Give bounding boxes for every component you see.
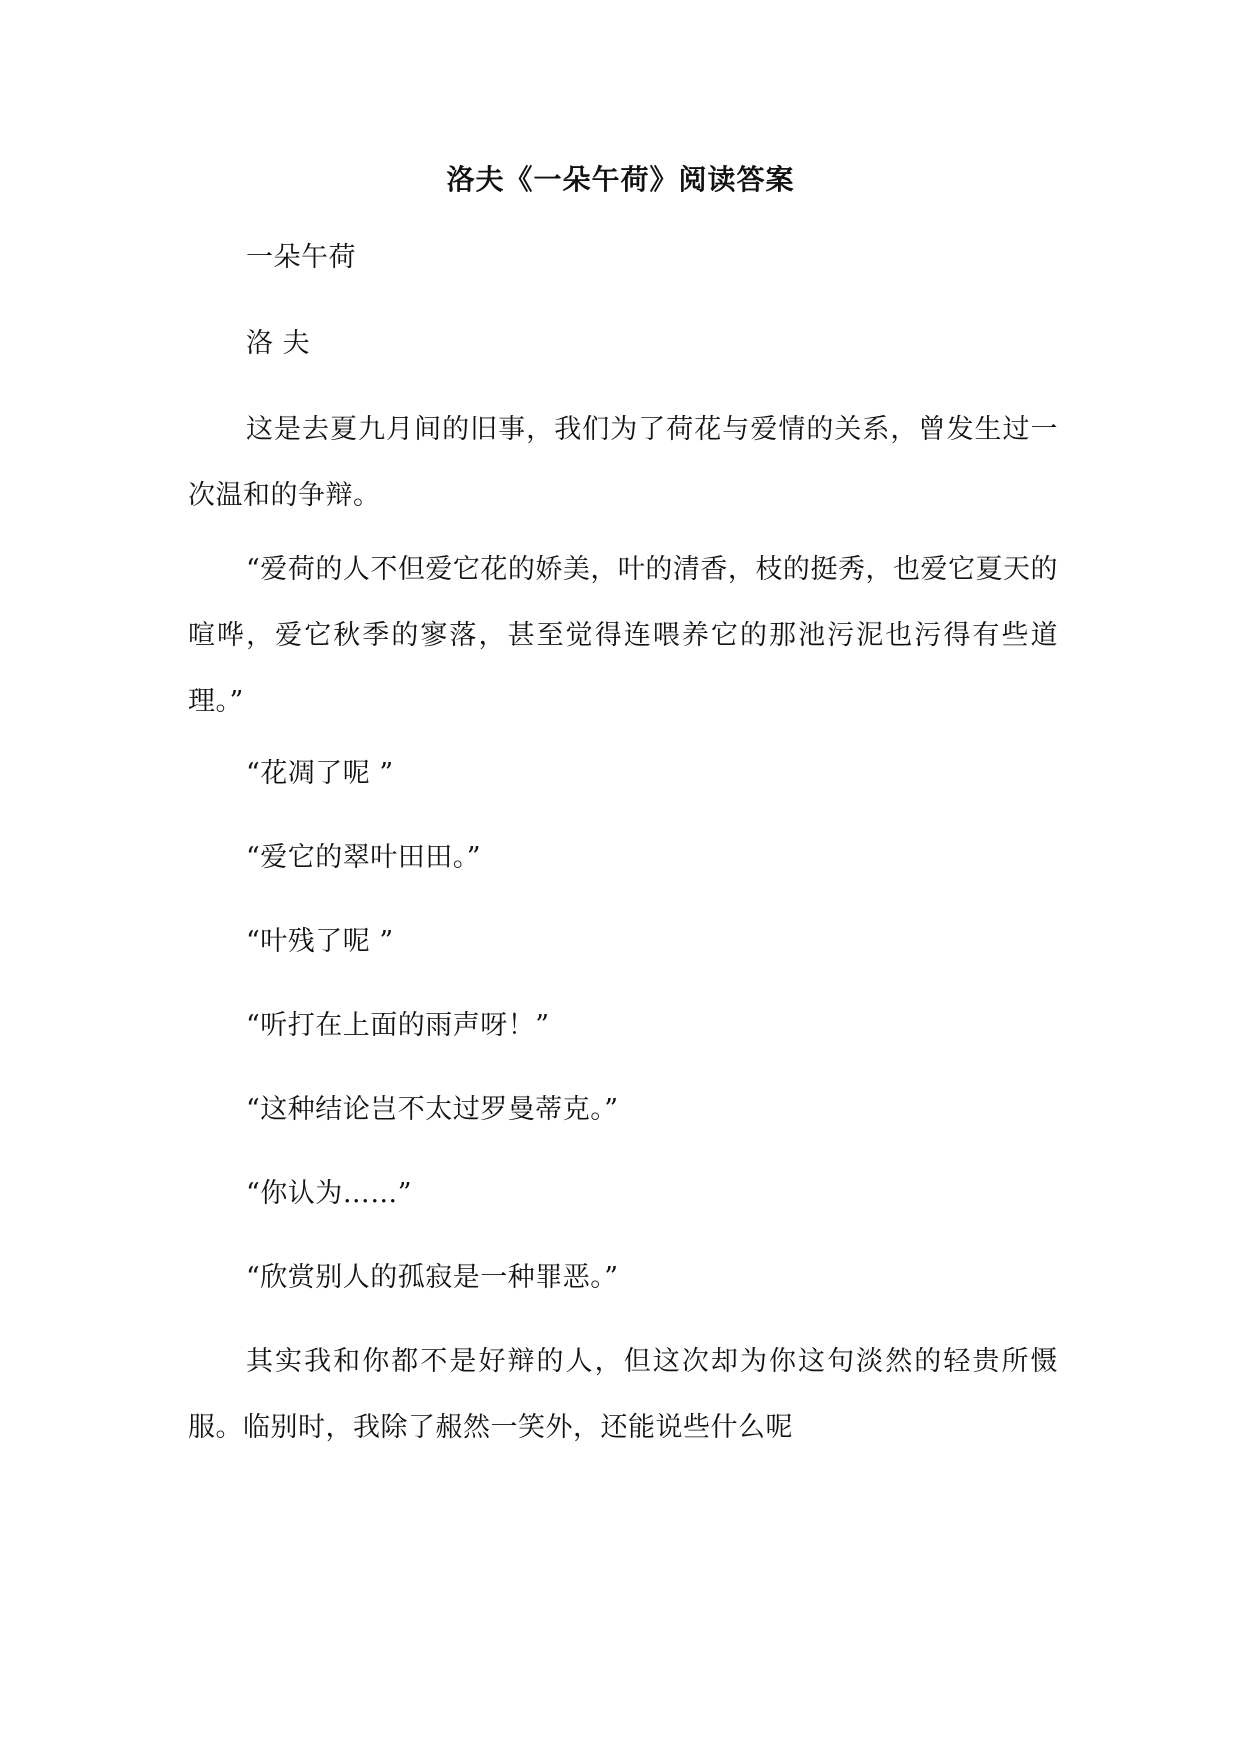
document-title: 洛夫《一朵午荷》阅读答案 (446, 163, 795, 196)
dialogue-line: “这种结论岂不太过罗曼蒂克。” (246, 1094, 619, 1125)
dialogue-line: “欣赏别人的孤寂是一种罪恶。” (246, 1262, 619, 1293)
dialogue-line: “你认为……” (246, 1178, 413, 1209)
dialogue-line: “听打在上面的雨声呀！” (246, 1010, 550, 1041)
dialogue-line: “爱它的翠叶田田。” (246, 842, 482, 873)
dialogue-line: “花凋了呢 ” (246, 758, 394, 789)
body-paragraph: 这是去夏九月间的旧事，我们为了荷花与爱情的关系，曾发生过一次温和的争辩。 (188, 414, 1058, 511)
author-line: 洛 夫 (246, 328, 311, 359)
article-heading: 一朵午荷 (246, 242, 356, 273)
body-paragraph: 其实我和你都不是好辩的人，但这次却为你这句淡然的轻贵所慑服。临别时，我除了赧然一笑外，还能说些什么呢 (188, 1346, 1058, 1443)
dialogue-line: “叶残了呢 ” (246, 926, 394, 957)
body-paragraph: “爱荷的人不但爱它花的娇美，叶的清香，枝的挺秀，也爱它夏天的喧哗，爱它秋季的寥落，甚至觉得连喂养它的那池污泥也污得有些道理。” (188, 554, 1058, 717)
